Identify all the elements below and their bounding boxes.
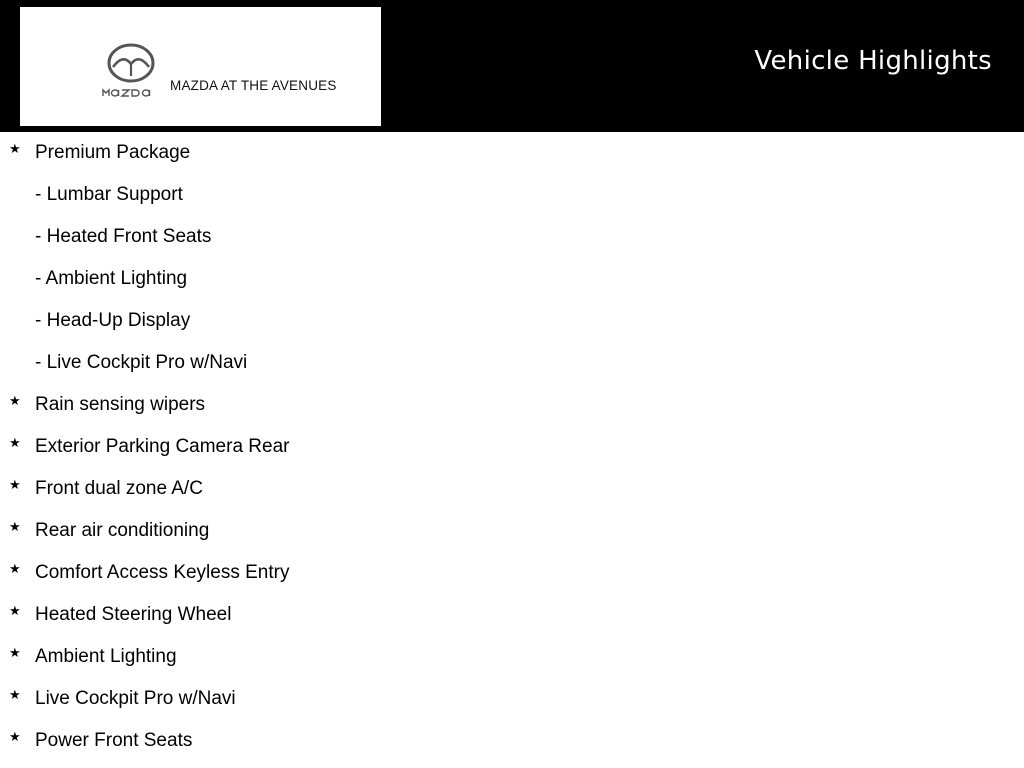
dealer-name: MAZDA AT THE AVENUES bbox=[170, 78, 337, 93]
star-icon: ★ bbox=[9, 435, 21, 450]
star-icon: ★ bbox=[9, 519, 21, 534]
feature-list bbox=[0, 132, 1024, 762]
feature-text: Premium Package bbox=[35, 142, 191, 163]
dealer-logo bbox=[20, 7, 381, 126]
feature-text: - Lumbar Support bbox=[35, 184, 183, 205]
feature-item bbox=[0, 258, 1024, 300]
feature-item bbox=[0, 594, 1024, 636]
feature-item bbox=[0, 300, 1024, 342]
feature-item bbox=[0, 720, 1024, 762]
feature-item bbox=[0, 678, 1024, 720]
feature-item bbox=[0, 510, 1024, 552]
star-icon: ★ bbox=[9, 561, 21, 576]
feature-text: Heated Steering Wheel bbox=[35, 604, 232, 625]
feature-item bbox=[0, 636, 1024, 678]
feature-item bbox=[0, 426, 1024, 468]
feature-item bbox=[0, 216, 1024, 258]
page-title: Vehicle Highlights bbox=[754, 46, 992, 76]
mazda-emblem-icon bbox=[102, 43, 160, 103]
feature-text: Front dual zone A/C bbox=[35, 478, 203, 499]
feature-item bbox=[0, 468, 1024, 510]
feature-text: Comfort Access Keyless Entry bbox=[35, 562, 290, 583]
header-bar bbox=[0, 0, 1024, 132]
star-icon: ★ bbox=[9, 645, 21, 660]
feature-text: Exterior Parking Camera Rear bbox=[35, 436, 290, 457]
feature-item bbox=[0, 132, 1024, 174]
star-icon: ★ bbox=[9, 603, 21, 618]
feature-text: Rear air conditioning bbox=[35, 520, 210, 541]
feature-item bbox=[0, 174, 1024, 216]
feature-text: - Ambient Lighting bbox=[35, 268, 188, 289]
feature-text: - Heated Front Seats bbox=[35, 226, 212, 247]
feature-item bbox=[0, 552, 1024, 594]
feature-text: Rain sensing wipers bbox=[35, 394, 206, 415]
star-icon: ★ bbox=[9, 141, 21, 156]
star-icon: ★ bbox=[9, 687, 21, 702]
feature-text: - Head-Up Display bbox=[35, 310, 191, 331]
star-icon: ★ bbox=[9, 477, 21, 492]
feature-item bbox=[0, 384, 1024, 426]
star-icon: ★ bbox=[9, 393, 21, 408]
feature-item bbox=[0, 342, 1024, 384]
feature-text: Ambient Lighting bbox=[35, 646, 177, 667]
feature-text: Power Front Seats bbox=[35, 730, 193, 751]
mazda-wordmark bbox=[103, 90, 150, 96]
star-icon: ★ bbox=[9, 729, 21, 744]
feature-text: Live Cockpit Pro w/Navi bbox=[35, 688, 236, 709]
feature-text: - Live Cockpit Pro w/Navi bbox=[35, 352, 248, 373]
